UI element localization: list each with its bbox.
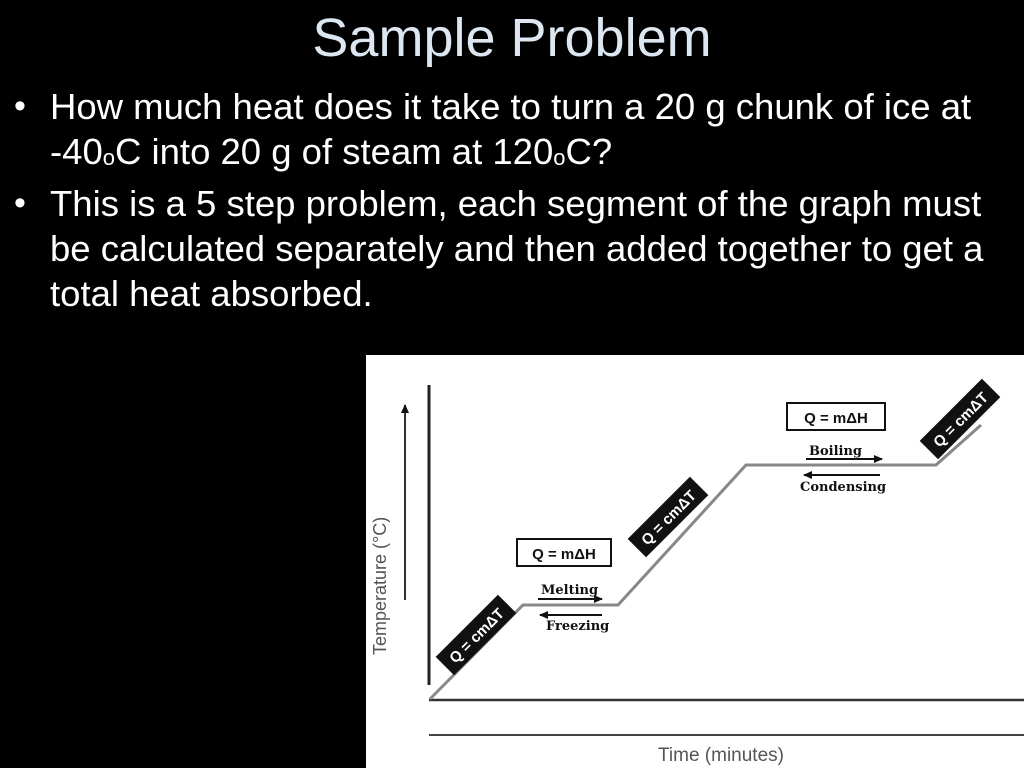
- boiling-label: Boiling: [809, 444, 863, 459]
- water-heating-formula-tag: [628, 477, 709, 558]
- x-axis-label: Time (minutes): [658, 745, 784, 766]
- melting-label: Melting: [541, 583, 599, 598]
- freezing-label: Freezing: [546, 619, 610, 634]
- degree-superscript: o: [553, 145, 566, 170]
- heating-curve-line: [430, 425, 981, 699]
- bullet-dot-icon: •: [14, 87, 26, 125]
- bullet-item-question: [6, 84, 1006, 174]
- melting-formula: Q = mΔH: [532, 546, 596, 563]
- ice-heating-formula-tag: [436, 595, 517, 676]
- explanation-text: This is a 5 step problem, each segment of the graph must be calculated separately and then added together to get a total heat absorbed.: [50, 183, 984, 314]
- question-text-part2: C into 20 g of steam at 120: [115, 131, 554, 172]
- bullet-dot-icon: •: [14, 184, 26, 222]
- boiling-formula: Q = mΔH: [804, 410, 868, 427]
- degree-superscript: o: [102, 145, 116, 170]
- y-axis-label: Temperature (°C): [370, 516, 390, 655]
- bullet-list: [6, 84, 1006, 323]
- heating-curve-diagram: [366, 355, 1024, 768]
- question-text-part3: C?: [565, 131, 613, 172]
- steam-heating-formula-tag: [920, 379, 1001, 460]
- condensing-label: Condensing: [800, 480, 887, 495]
- bullet-item-explanation: [6, 181, 1006, 316]
- ice-heating-formula: Q = cmΔT: [446, 605, 508, 667]
- heating-curve-svg: [366, 355, 1024, 768]
- question-text-part1: How much heat does it take to turn a 20 g chunk of ice at -40: [50, 86, 972, 172]
- water-heating-formula: Q = cmΔT: [638, 487, 700, 549]
- slide-title: Sample Problem: [312, 8, 712, 68]
- steam-heating-formula: Q = cmΔT: [930, 389, 992, 451]
